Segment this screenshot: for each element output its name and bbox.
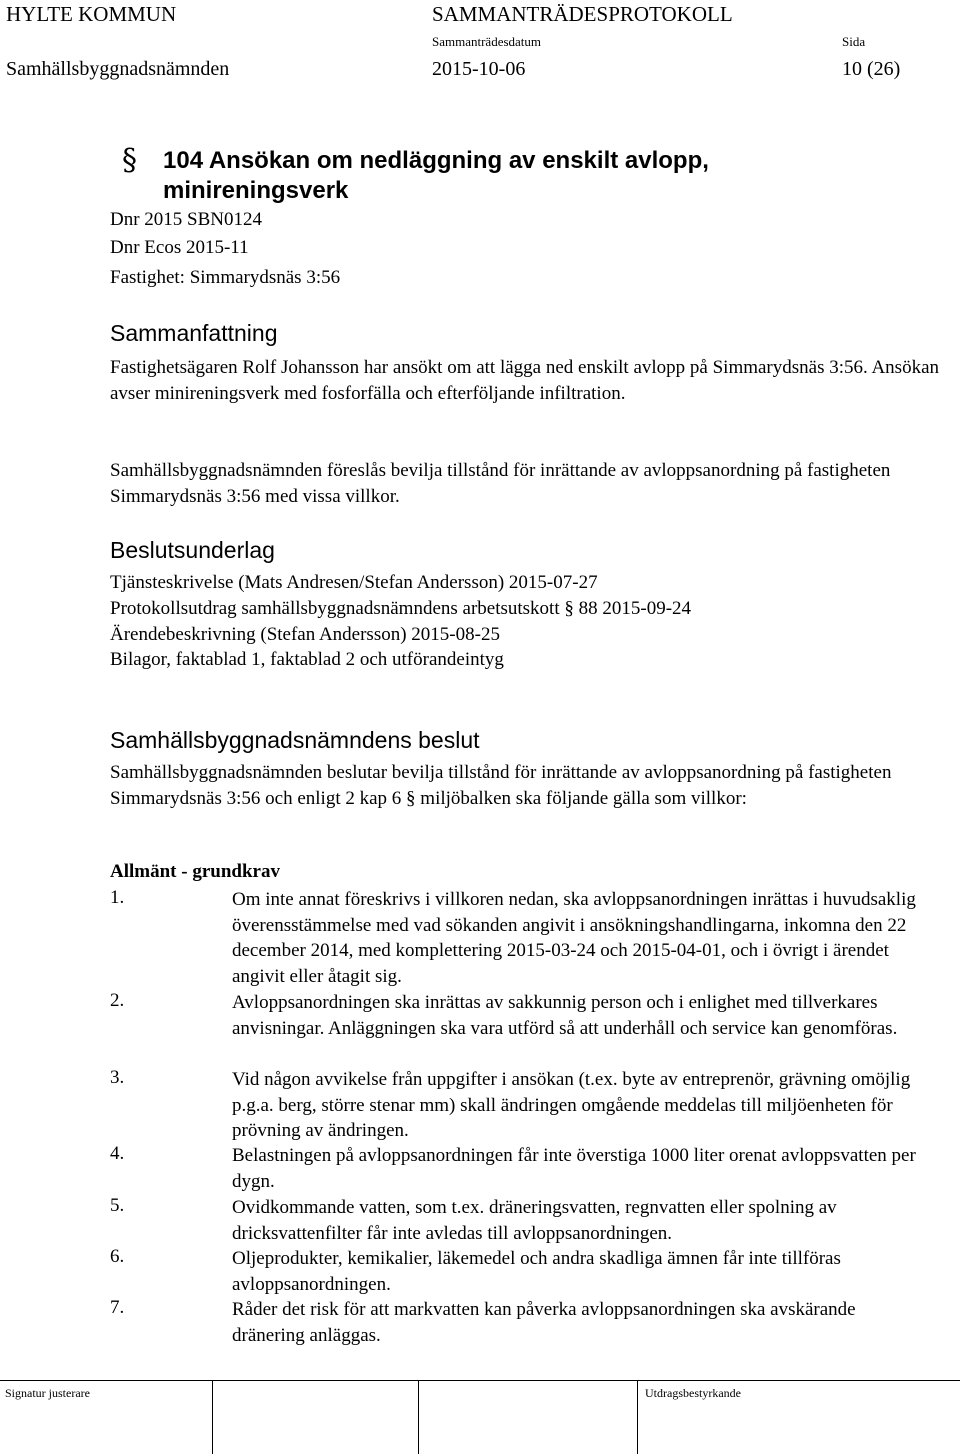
decision-intro: Samhällsbyggnadsnämnden beslutar bevilja tillstånd för inrättande av avloppsanordning på fastigheten Simmarydsnäs 3:56 och enligt 2 kap 6 § miljöbalken ska följande gälla som villkor: <box>110 762 892 809</box>
condition-text: Om inte annat föreskrivs i villkoren nedan, ska avloppsanordningen inrättas i huvudsaklig överensstämmelse med vad sökanden angivit i ansökningshandlingarna, inkomna den 22 december 2014, med komplettering 2015-03-24 och 2015-04-01, och i övrigt i ärendet angivit eller åtagit sig. <box>232 889 916 987</box>
item-title-line2: minireningsverk <box>163 177 349 204</box>
basis-ref: Tjänsteskrivelse (Mats Andresen/Stefan Andersson) 2015-07-27 <box>110 572 598 593</box>
condition-number: 5. <box>110 1195 125 1216</box>
condition-number: 3. <box>110 1067 125 1088</box>
page-number: 10 (26) <box>842 58 901 80</box>
condition-number: 2. <box>110 990 125 1011</box>
condition-number: 4. <box>110 1143 125 1164</box>
extract-label: Utdragsbestyrkande <box>645 1386 741 1400</box>
dnr-ecos: Dnr Ecos 2015-11 <box>110 237 249 258</box>
footer-divider <box>418 1380 419 1454</box>
footer-divider <box>212 1380 213 1454</box>
basis-ref: Ärendebeskrivning (Stefan Andersson) 2015-08-25 <box>110 624 500 645</box>
condition-text: Oljeprodukter, kemikalier, läkemedel och andra skadliga ämnen får inte tillföras avloppsanordningen. <box>232 1248 841 1295</box>
conditions-subheading: Allmänt - grundkrav <box>110 861 280 882</box>
condition-number: 1. <box>110 887 125 908</box>
meeting-date: 2015-10-06 <box>432 58 526 80</box>
condition-text: Råder det risk för att markvatten kan påverka avloppsanordningen ska avskärande dränering anläggas. <box>232 1299 856 1346</box>
basis-heading: Beslutsunderlag <box>110 537 275 563</box>
property: Fastighet: Simmarydsnäs 3:56 <box>110 267 341 288</box>
doc-type: SAMMANTRÄDESPROTOKOLL <box>432 2 733 26</box>
dnr: Dnr 2015 SBN0124 <box>110 209 263 230</box>
basis-ref: Protokollsutdrag samhällsbyggnadsnämndens arbetsutskott § 88 2015-09-24 <box>110 598 692 619</box>
org-name: HYLTE KOMMUN <box>6 2 177 26</box>
footer-top-rule <box>0 1380 960 1381</box>
condition-text: Avloppsanordningen ska inrättas av sakkunnig person och i enlighet med tillverkares anvisningar. Anläggningen ska vara utförd så att underhåll och service kan genomföras. <box>232 992 898 1039</box>
item-title-line1: 104 Ansökan om nedläggning av enskilt avlopp, <box>163 147 709 174</box>
condition-text: Ovidkommande vatten, som t.ex. dräneringsvatten, regnvatten eller spolning av dricksvattenfilter får inte avledas till avloppsanordningen. <box>232 1197 837 1244</box>
footer-divider <box>637 1380 638 1454</box>
committee-name: Samhällsbyggnadsnämnden <box>6 58 230 80</box>
condition-text: Belastningen på avloppsanordningen får inte överstiga 1000 liter orenat avloppsvatten per dygn. <box>232 1145 916 1192</box>
date-label: Sammanträdesdatum <box>432 34 542 49</box>
condition-number: 7. <box>110 1297 125 1318</box>
section-sign: § <box>122 143 137 178</box>
condition-number: 6. <box>110 1246 125 1267</box>
basis-ref: Bilagor, faktablad 1, faktablad 2 och utförandeintyg <box>110 649 504 670</box>
summary-paragraph-2: Samhällsbyggnadsnämnden föreslås bevilja tillstånd för inrättande av avloppsanordning på fastigheten Simmarydsnäs 3:56 med vissa villkor. <box>110 460 891 507</box>
summary-paragraph-1: Fastighetsägaren Rolf Johansson har ansökt om att lägga ned enskilt avlopp på Simmarydsnäs 3:56. Ansökan avser minireningsverk med fosforfälla och efterföljande infiltration. <box>110 357 940 404</box>
signature-label: Signatur justerare <box>5 1386 90 1400</box>
summary-heading: Sammanfattning <box>110 320 278 346</box>
condition-text: Vid någon avvikelse från uppgifter i ansökan (t.ex. byte av entreprenör, grävning omöjlig p.g.a. berg, större stenar mm) skall ändringen omgående meddelas till miljöenheten för prövning av ändringen. <box>232 1069 911 1141</box>
page-label: Sida <box>842 34 866 49</box>
decision-heading: Samhällsbyggnadsnämndens beslut <box>110 727 480 753</box>
